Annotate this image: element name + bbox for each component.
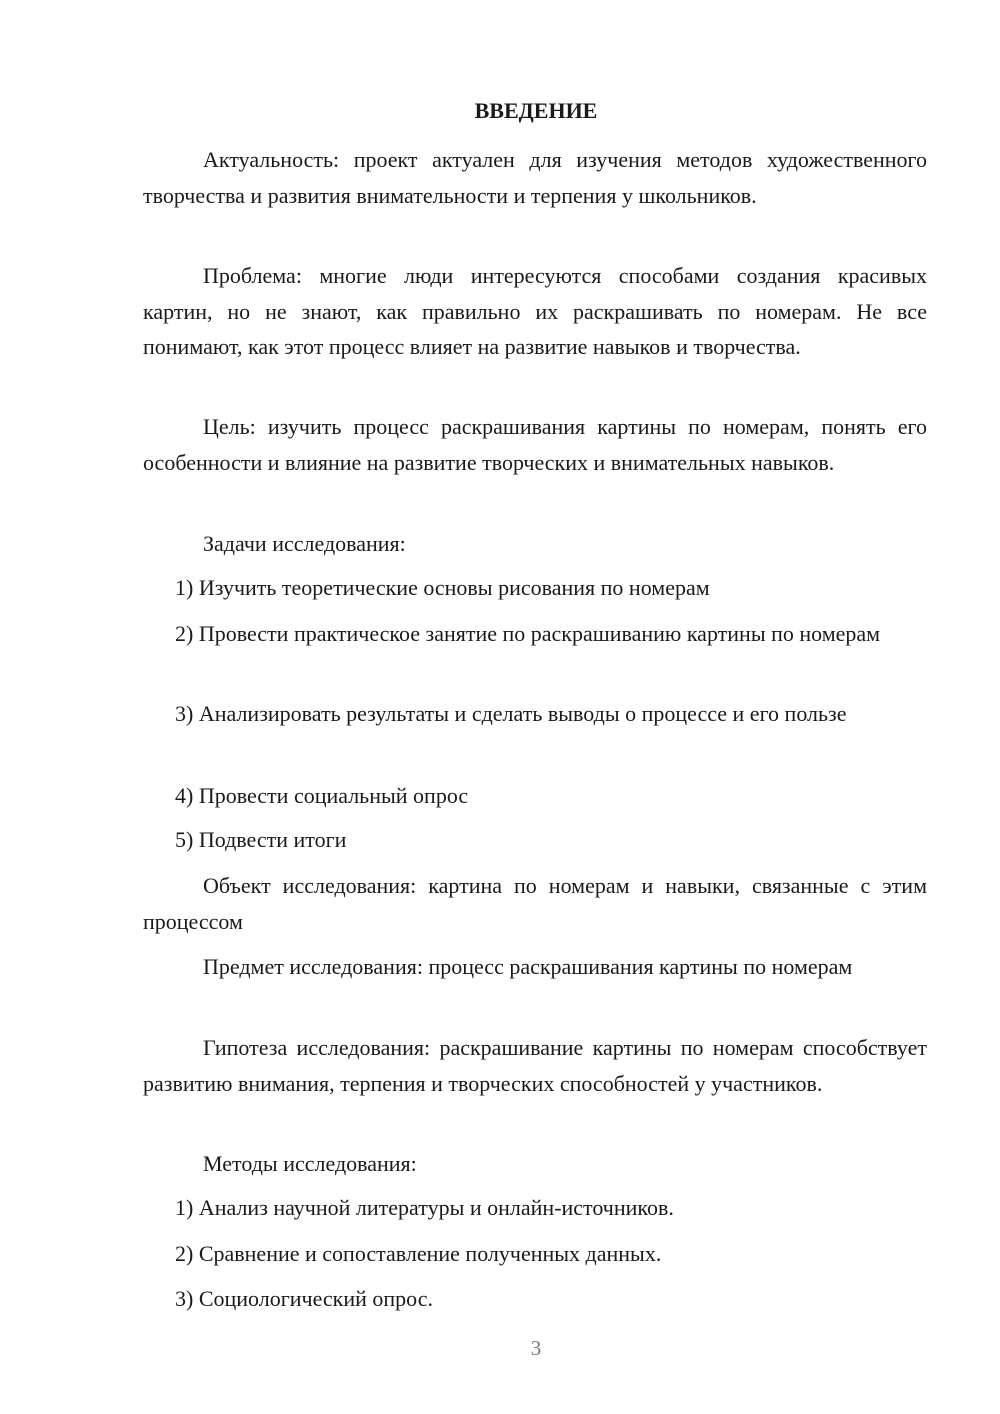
task-item: 4) Провести социальный опрос <box>175 783 469 808</box>
task-item: 5) Подвести итоги <box>175 827 347 852</box>
page-number: 3 <box>530 1336 542 1360</box>
tasks-heading: Задачи исследования: <box>203 531 406 556</box>
task-item: 2) Провести практическое занятие по раскрашиванию картины по номерам <box>175 621 881 646</box>
task-item: 1) Изучить теоретические основы рисования по номерам <box>175 575 710 600</box>
method-item: 2) Сравнение и сопоставление полученных данных. <box>175 1241 662 1266</box>
relevance-paragraph: Актуальность: проект актуален для изучения методов художественного творчества и развития внимательности и терпения у школьников. <box>143 147 927 208</box>
object-paragraph: Объект исследования: картина по номерам и навыки, связанные с этим процессом <box>143 873 927 934</box>
method-item: 3) Социологический опрос. <box>175 1286 433 1311</box>
method-item: 1) Анализ научной литературы и онлайн-источников. <box>175 1195 674 1220</box>
goal-paragraph: Цель: изучить процесс раскрашивания картины по номерам, понять его особенности и влияние на развитие творческих и внимательных навыков. <box>143 414 927 475</box>
task-item: 3) Анализировать результаты и сделать выводы о процессе и его пользе <box>175 701 847 726</box>
hypothesis-paragraph: Гипотеза исследования: раскрашивание картины по номерам способствует развитию внимания, терпения и творческих способностей у участников. <box>143 1035 927 1096</box>
subject-paragraph: Предмет исследования: процесс раскрашивания картины по номерам <box>203 954 853 979</box>
section-title: ВВЕДЕНИЕ <box>474 98 598 123</box>
problem-paragraph: Проблема: многие люди интересуются способами создания красивых картин, но не знают, как правильно их раскрашивать по номерам. Не все понимают, как этот процесс влияет на развитие навыков и творчества. <box>143 263 927 359</box>
methods-heading: Методы исследования: <box>203 1151 417 1176</box>
